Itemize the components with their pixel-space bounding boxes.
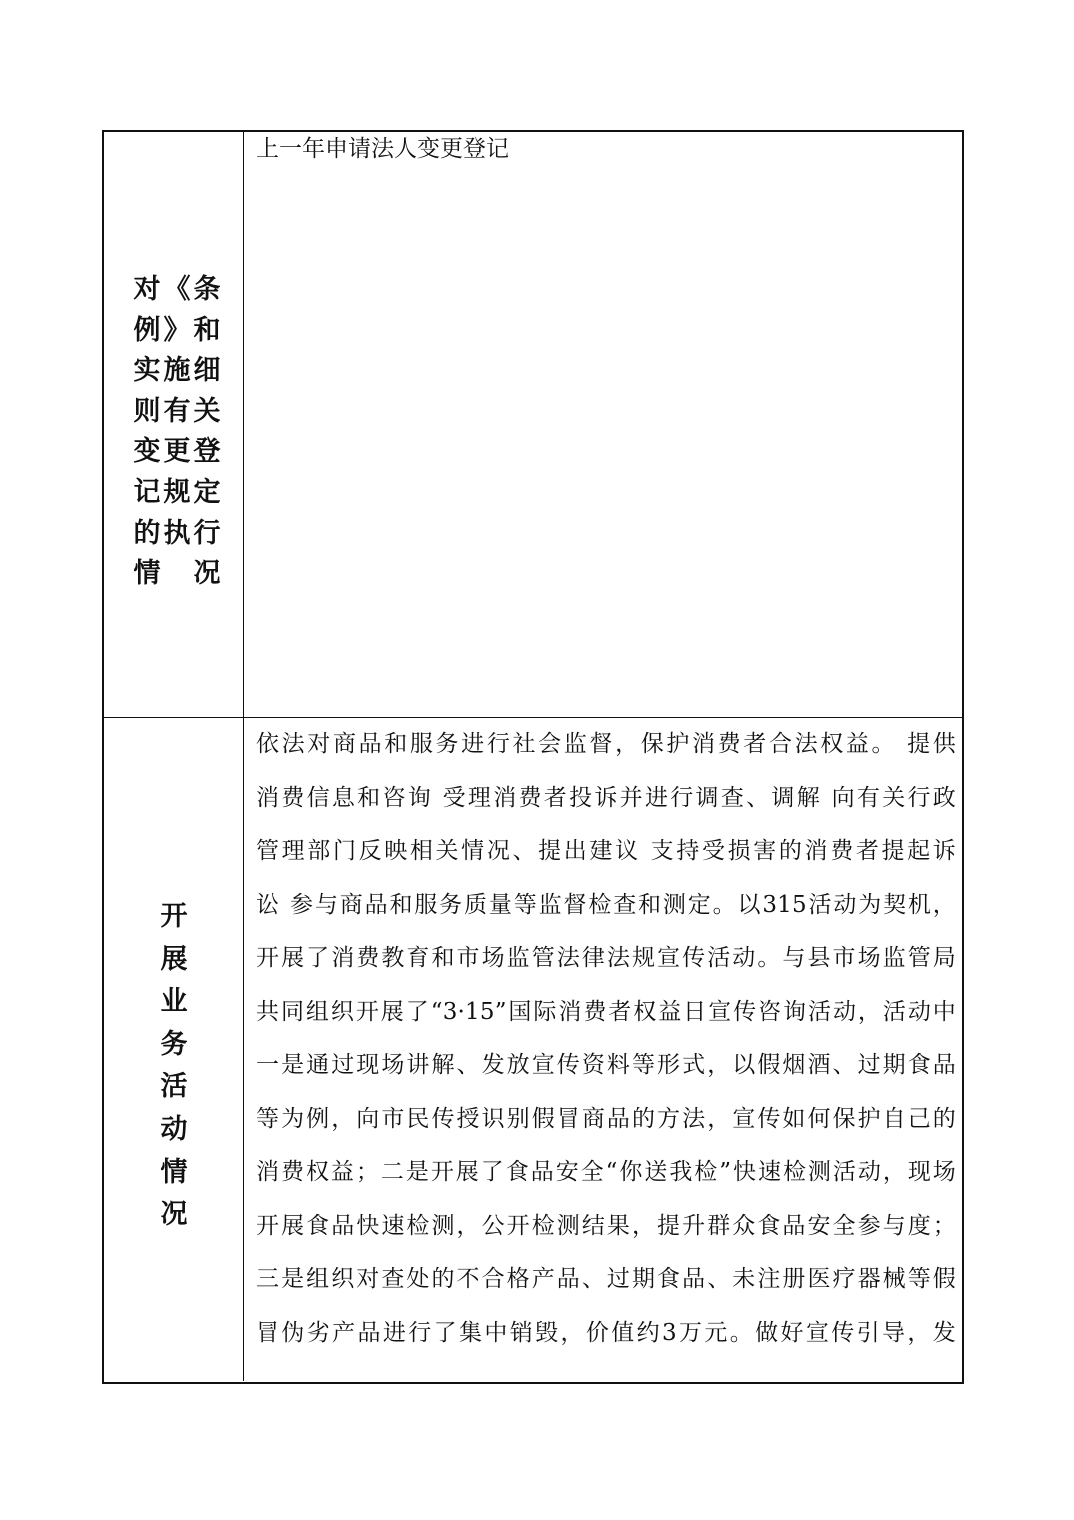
label-char: 展 (160, 943, 188, 975)
label-glyph: 和 (193, 314, 221, 346)
content-cell-business-activities (244, 718, 962, 1381)
label-line (132, 432, 222, 473)
row-label-business-activities (104, 896, 244, 1237)
row-label-regulation-compliance (132, 270, 222, 595)
label-char: 业 (160, 986, 188, 1018)
label-glyph: 例 (133, 314, 161, 346)
paragraph-line: 开展食品快速检测，公开检测结果，提升群众食品安全参与度； (256, 1212, 956, 1239)
paragraph-line: 依法对商品和服务进行社会监督，保护消费者合法权益。 提供 (256, 731, 956, 757)
label-glyph: 记 (133, 476, 161, 508)
label-glyph: 》 (163, 314, 191, 346)
label-line (132, 311, 222, 352)
label-glyph: 施 (163, 355, 191, 387)
paragraph-line: 等为例，向市民传授识别假冒商品的方法，宣传如何保护自己的 (256, 1105, 956, 1132)
label-char: 动 (160, 1113, 188, 1145)
label-glyph: 定 (193, 476, 221, 508)
label-glyph: 对 (133, 274, 161, 305)
regulation-compliance-text: 上一年申请法人变更登记 (256, 136, 509, 162)
table-row-regulation-compliance (104, 132, 962, 718)
label-char: 情 (160, 1156, 188, 1188)
label-cell-regulation-compliance (104, 132, 244, 717)
table-row-business-activities (104, 718, 962, 1381)
label-glyph: 实 (133, 355, 161, 387)
label-glyph: 条 (193, 274, 221, 305)
label-line (132, 351, 222, 392)
label-glyph: 细 (193, 355, 221, 387)
label-glyph: 行 (193, 517, 221, 549)
label-char: 活 (160, 1071, 188, 1103)
label-glyph: 关 (193, 395, 221, 427)
paragraph-line: 消费信息和咨询 受理消费者投诉并进行调查、调解 向有关行政 (256, 784, 956, 811)
label-glyph: 有 (163, 395, 191, 427)
label-line (132, 554, 222, 595)
label-char: 况 (160, 1199, 188, 1231)
label-glyph: 变 (133, 436, 161, 468)
label-line (132, 473, 222, 514)
paragraph-line: 开展了消费教育和市场监管法律法规宣传活动。与县市场监管局 (256, 945, 956, 971)
paragraph-line: 一是通过现场讲解、发放宣传资料等形式，以假烟酒、过期食品 (256, 1052, 956, 1078)
label-line (132, 514, 222, 555)
label-glyph: 登 (193, 436, 221, 468)
business-activities-text (256, 718, 956, 1360)
paragraph-line: 三是组织对查处的不合格产品、过期食品、未注册医疗器械等假 (256, 1266, 956, 1292)
label-glyph: 则 (133, 395, 161, 427)
paragraph-line: 讼 参与商品和服务质量等监督检查和测定。以315活动为契机， (256, 891, 956, 918)
paragraph-line: 共同组织开展了“3·15”国际消费者权益日宣传咨询活动，活动中 (256, 998, 956, 1025)
label-line (132, 270, 222, 311)
paragraph-line: 消费权益；二是开展了食品安全“你送我检”快速检测活动，现场 (256, 1159, 956, 1185)
label-cell-business-activities (104, 718, 244, 1381)
label-glyph: 的 (133, 517, 161, 549)
label-glyph (162, 554, 192, 595)
label-glyph: 规 (163, 476, 191, 508)
form-table (102, 130, 964, 1384)
label-glyph: 况 (193, 558, 221, 590)
paragraph-line: 冒伪劣产品进行了集中销毁，价值约3万元。做好宣传引导，发 (256, 1319, 956, 1346)
label-glyph: 《 (163, 274, 191, 305)
label-glyph: 更 (163, 436, 191, 468)
label-line (132, 392, 222, 433)
label-char: 务 (160, 1028, 188, 1060)
paragraph-line: 管理部门反映相关情况、提出建议 支持受损害的消费者提起诉 (256, 838, 956, 864)
label-glyph: 执 (163, 517, 191, 549)
label-glyph: 情 (133, 558, 161, 590)
label-char: 开 (160, 901, 188, 932)
content-cell-regulation-compliance (244, 132, 962, 717)
